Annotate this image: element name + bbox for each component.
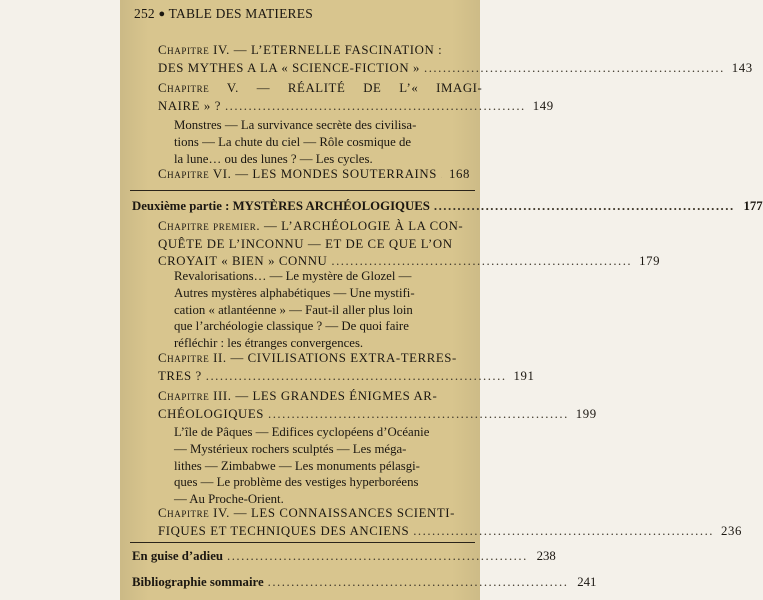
dot-leader: ................................................................ <box>205 368 507 383</box>
entry-line: Chapitre III. — LES GRANDES ÉNIGMES AR- <box>158 389 438 403</box>
entry-line: Chapitre IV. — LES CONNAISSANCES SCIENTI- <box>158 506 455 520</box>
entry-line: Chapitre V. — RÉALITÉ DE L’« IMAGI- <box>158 81 483 95</box>
page-ref: 238 <box>536 549 556 563</box>
page-ref: 199 <box>575 406 597 421</box>
toc-entry-chapter-iv-part1[interactable] <box>158 42 753 77</box>
summary-line: Autres mystères alphabétiques — Une mystifi- <box>174 285 415 300</box>
summary-line: lithes — Zimbabwe — Les monuments pélasgi- <box>174 458 420 473</box>
entry-line: Chapitre IV. — L’ETERNELLE FASCINATION : <box>158 43 443 57</box>
entry-line: DES MYTHES A LA « SCIENCE-FICTION » <box>158 60 421 75</box>
header-title: TABLE DES MATIERES <box>168 6 313 21</box>
section-divider <box>130 190 475 191</box>
toc-entry-deuxieme-partie[interactable] <box>132 198 763 216</box>
summary-line: ques — Le problème des vestiges hyperboréens <box>174 475 419 490</box>
summary-line: que l’archéologie classique ? — De quoi faire <box>174 319 409 334</box>
bullet-icon: ● <box>158 8 166 20</box>
page-ref: 149 <box>532 98 554 113</box>
summary-line: L’île de Pâques — Edifices cyclopéens d’Océanie <box>174 425 430 439</box>
chapter-v-summary <box>174 117 474 167</box>
dot-leader: ................................................................ <box>267 575 569 589</box>
entry-line: Bibliographie sommaire <box>132 575 264 589</box>
entry-line: CHÉOLOGIQUES <box>158 406 265 421</box>
summary-line: Revalorisations… — Le mystère de Glozel — <box>174 269 412 283</box>
page-ref: 236 <box>720 523 742 538</box>
dot-leader <box>441 166 442 184</box>
toc-entry-chapitre-iv-part2[interactable] <box>158 505 742 540</box>
section-divider <box>130 542 475 543</box>
page-ref: 241 <box>577 575 597 589</box>
toc-entry-chapitre-iii[interactable] <box>158 388 597 423</box>
book-page <box>120 0 763 600</box>
toc-entry-chapitre-ii[interactable] <box>158 350 535 385</box>
summary-line: réfléchir : les étranges convergences. <box>174 336 364 351</box>
toc-entry-chapter-vi[interactable] <box>158 166 470 184</box>
page-ref: 168 <box>449 167 470 181</box>
page-ref: 191 <box>513 368 535 383</box>
toc-entry-chapter-v[interactable] <box>158 80 554 115</box>
dot-leader: ................................................................ <box>424 60 725 75</box>
page-ref: 179 <box>639 254 661 269</box>
dot-leader: ................................................................ <box>433 199 735 213</box>
dot-leader: ................................................................ <box>331 254 633 269</box>
summary-line: Monstres — La survivance secrète des civilisa- <box>174 118 417 132</box>
dot-leader: ................................................................ <box>224 98 526 113</box>
page-ref: 177 <box>743 199 763 213</box>
toc-entry-bibliographie[interactable] <box>132 574 597 592</box>
entry-line: Chapitre VI. — LES MONDES SOUTERRAINS <box>158 167 437 181</box>
summary-line: — Au Proche-Orient. <box>174 492 284 507</box>
page-header <box>134 6 313 22</box>
entry-line: NAIRE » ? <box>158 98 221 113</box>
entry-line: TRES ? <box>158 368 202 383</box>
summary-line: la lune… ou des lunes ? — Les cycles. <box>174 151 373 166</box>
summary-line: cation « atlantéenne » — Faut-il aller plus loin <box>174 302 413 317</box>
summary-line: — Mystérieux rochers sculptés — Les méga- <box>174 441 407 456</box>
summary-line: tions — La chute du ciel — Rôle cosmique de <box>174 134 412 149</box>
entry-line: En guise d’adieu <box>132 549 224 563</box>
chapitre-iii-summary <box>174 424 474 508</box>
dot-leader: ................................................................ <box>268 406 569 421</box>
entry-line: CROYAIT « BIEN » CONNU <box>158 254 328 269</box>
entry-line: Deuxième partie : MYSTÈRES ARCHÉOLOGIQUES <box>132 199 430 213</box>
entry-line: Chapitre II. — CIVILISATIONS EXTRA-TERRES- <box>158 351 457 365</box>
dot-leader: ................................................................ <box>413 523 714 538</box>
page-ref: 143 <box>731 60 753 75</box>
entry-line: FIQUES ET TECHNIQUES DES ANCIENS <box>158 523 410 538</box>
entry-line: Chapitre premier. — L’ARCHÉOLOGIE À LA CON- <box>158 219 464 233</box>
chapitre-premier-summary <box>174 268 474 352</box>
toc-entry-chapitre-premier[interactable] <box>158 218 661 271</box>
entry-line: QUÊTE DE L’INCONNU — ET DE CE QUE L’ON <box>158 236 453 251</box>
toc-entry-en-guise-d-adieu[interactable] <box>132 548 556 566</box>
page-number: 252 <box>134 6 155 21</box>
dot-leader: ................................................................ <box>227 549 528 563</box>
